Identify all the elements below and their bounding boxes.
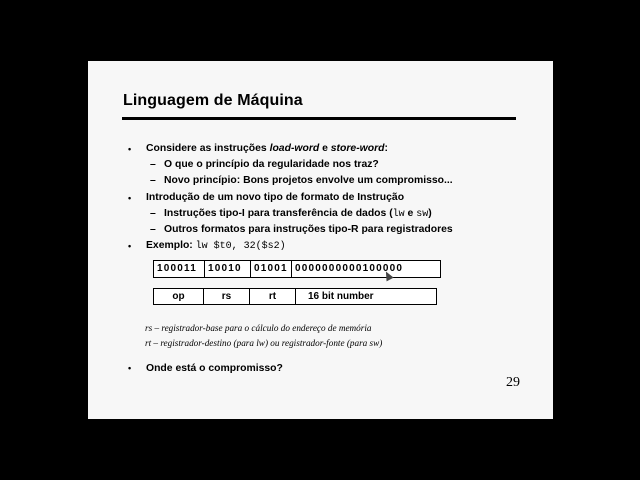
- bullet-text-part: store-word: [330, 143, 385, 154]
- bullet-text: [164, 173, 453, 189]
- format-field-cell: 16 bit number: [308, 291, 374, 302]
- title-rule: [122, 117, 516, 120]
- binary-encoding-box: [153, 260, 441, 278]
- note-rt: rt – registrador-destino (para lw) ou registrador-fonte (para sw): [145, 337, 383, 348]
- bullet-text: [146, 141, 388, 157]
- binary-field-cell: 0000000000100000: [295, 263, 404, 274]
- bullet-mark: •: [128, 241, 132, 252]
- slide-title: Linguagem de Máquina: [123, 92, 303, 109]
- format-field-cell: rt: [250, 289, 296, 304]
- bullet-text-part: sw: [416, 208, 429, 220]
- page-number: 29: [506, 375, 520, 390]
- binary-field-cell: 01001: [251, 261, 292, 277]
- binary-field-cell: 100011: [154, 261, 205, 277]
- bullet-text-part: load-word: [269, 143, 320, 154]
- bullet-text: [146, 190, 404, 206]
- bullet-text-part: Outros formatos para instruções tipo-R para registradores: [164, 223, 453, 235]
- instruction-format-box: [153, 288, 437, 305]
- bullet-text: [146, 238, 286, 255]
- bullet-text-part: O que o princípio da regularidade nos traz?: [164, 159, 379, 171]
- bullet-text: [164, 206, 432, 223]
- bullet-mark: •: [128, 144, 132, 154]
- bullet-text-part: lw: [392, 208, 405, 220]
- bullet-text: Onde está o compromisso?: [146, 363, 283, 374]
- bullet-mark: •: [128, 363, 132, 373]
- note-rs: rs – registrador-base para o cálculo do endereço de memória: [145, 323, 372, 333]
- bullet-mark: –: [150, 175, 156, 187]
- bullet-mark: •: [128, 192, 132, 203]
- bullet-text-part: Considere as instruções: [146, 143, 270, 154]
- notes: [145, 321, 382, 350]
- bullet-text: [164, 222, 453, 238]
- bullet-text: [164, 157, 379, 173]
- bullet-mark: –: [150, 207, 156, 219]
- bullet-text-part: e: [319, 143, 331, 154]
- format-field-cell: rs: [204, 289, 250, 304]
- bullet-text-part: Instruções tipo-I para transferência de dados (: [164, 207, 393, 219]
- bullet-text-part: Novo princípio: Bons projetos envolve um compromisso...: [164, 175, 453, 187]
- slide: [88, 61, 553, 419]
- format-field-cell: op: [154, 289, 204, 304]
- bullet-text-part: lw $t0, 32($s2): [195, 241, 286, 253]
- bullet-mark: –: [150, 223, 156, 235]
- bullet-text-part: Introdução de um novo tipo de formato de Instrução: [146, 191, 405, 203]
- bullet-text-part: ): [428, 207, 432, 219]
- bullet-mark: –: [150, 159, 156, 171]
- bullet-text-part: Exemplo:: [146, 240, 196, 252]
- bullet-text-part: e: [404, 207, 417, 219]
- binary-field-cell: 10010: [205, 261, 251, 277]
- bullet-text-part: :: [384, 143, 388, 154]
